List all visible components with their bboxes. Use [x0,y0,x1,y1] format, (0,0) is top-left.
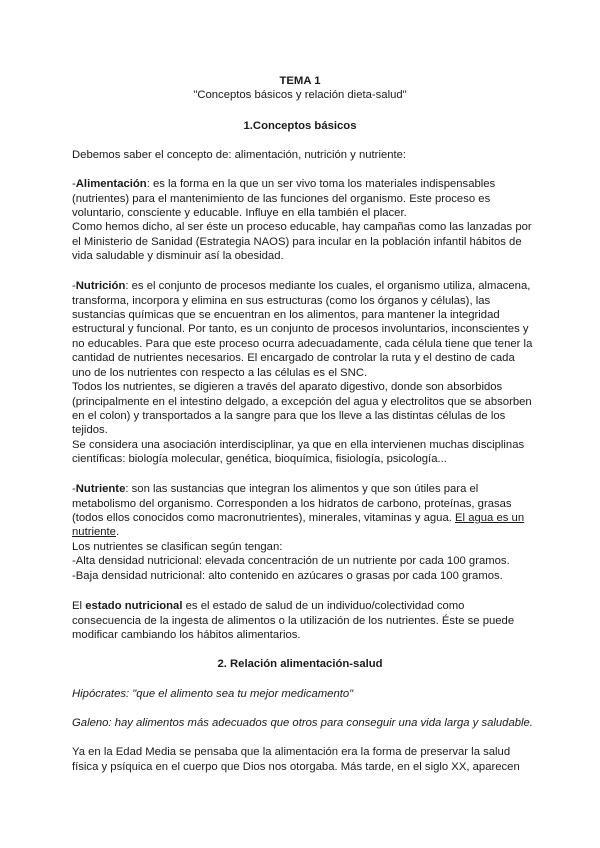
estado-line-2: consecuencia de la ingesta de alimentos o la utilización de los nutrientes. Éste se puede [72,615,515,627]
estado-line-3: modificar cambiando los hábitos alimentarios. [72,629,301,641]
estado-line-1: El estado nutricional es el estado de salud de un individuo/colectividad como [72,600,465,612]
nutricion-line-3: sustancias químicas que se encuentran en los alimentos, para mantener la integridad [72,309,500,321]
nutricion-line-1: -Nutrición: es el conjunto de procesos mediante los cuales, el organismo utiliza, almacena, [72,280,531,292]
nutriente-line-7: -Baja densidad nutricional: alto contenido en azúcares o grasas por cada 100 gramos. [72,570,503,582]
alimentacion-line-1: -Alimentación: es la forma en la que un ser vivo toma los materiales indispensables [72,178,496,190]
section2-line-2: física y psíquica en el cuerpo que Dios nos otorgaba. Más tarde, en el siglo XX, aparecen [72,761,520,773]
nutriente-line-1: -Nutriente: son las sustancias que integran los alimentos y que son útiles para el [72,483,479,495]
estado-term: estado nutricional [85,600,183,612]
nutricion-line-10: en el colon) y transportados a la sangre para que los lleve a las distintas células de los [72,410,506,422]
document-title: TEMA 1 [279,75,321,87]
quote-galeno: Galeno: hay alimentos más adecuados que otros para conseguir una vida larga y saludable. [72,717,533,729]
nutriente-line-3: (todos ellos conocidos como macronutrientes), minerales, vitaminas y agua. El agua es un [72,512,525,524]
nutricion-line-2: transforma, incorpora y elimina en sus estructuras (como los órganos y células), las [72,295,491,307]
nutricion-line-9: (principalmente en el intestino delgado, a excepción del agua y electrolitos que se absorben [72,396,532,408]
nutricion-line-8: Todos los nutrientes, se digieren a través del aparato digestivo, donde son absorbidos [72,381,503,393]
alimentacion-line-6: vida saludable y disminuir así la obesidad. [72,250,284,262]
nutriente-line-6: -Alta densidad nutricional: elevada concentración de un nutriente por cada 100 gramos. [72,555,510,567]
nutricion-line-6: cantidad de nutrientes necesarios. El encargado de controlar la ruta y el destino de cada [72,352,515,364]
nutricion-line-5: no educables. Para que este proceso ocurra adecuadamente, cada célula tiene que tener la [72,338,533,350]
nutricion-line-7: uno de los nutrientes con respecto a las células es el SNC. [72,367,368,379]
nutricion-line-4: estructural y funcional. Por tanto, es un conjunto de procesos involuntarios, inconscientes y [72,323,529,335]
alimentacion-term: Alimentación [75,178,147,190]
alimentacion-line-4: Como hemos dicho, al ser éste un proceso educable, hay campañas como las lanzadas por [72,221,532,233]
alimentacion-line-2: (nutrientes) para el mantenimiento de las funciones del organismo. Este proceso es [72,193,491,205]
nutricion-line-13: científicas: biología molecular, genética, bioquímica, fisiología, psicología... [72,453,447,465]
section-heading-2: 2. Relación alimentación-salud [217,658,383,670]
nutricion-term: Nutrición [75,280,126,292]
nutricion-line-12: Se considera una asociación interdisciplinar, ya que en ella intervienen muchas disciplinas [72,439,525,451]
nutriente-line-4: nutriente. [72,526,120,538]
section-heading-1: 1.Conceptos básicos [243,120,357,132]
nutriente-term: Nutriente [75,483,126,495]
underlined-note: El agua es un [455,512,525,524]
intro-paragraph: Debemos saber el concepto de: alimentación, nutrición y nutriente: [72,149,407,161]
alimentacion-line-3: voluntario, consciente y educable. Influye en ella también el placer. [72,207,407,219]
section2-line-1: Ya en la Edad Media se pensaba que la alimentación era la forma de preservar la salud [72,746,511,758]
document-subtitle: "Conceptos básicos y relación dieta-salud" [193,89,407,101]
nutricion-line-11: tejidos. [72,424,108,436]
underlined-note-cont: nutriente [72,526,116,538]
nutriente-line-5: Los nutrientes se clasifican según tengan: [72,541,283,553]
nutriente-line-2: metabolismo del organismo. Corresponden a los hidratos de carbono, proteínas, grasas [72,498,512,510]
alimentacion-line-5: el Ministerio de Sanidad (Estrategia NAOS) para incular en la población infantil hábitos de [72,236,522,248]
quote-hipocrates: Hipócrates: "que el alimento sea tu mejor medicamento" [72,688,354,700]
